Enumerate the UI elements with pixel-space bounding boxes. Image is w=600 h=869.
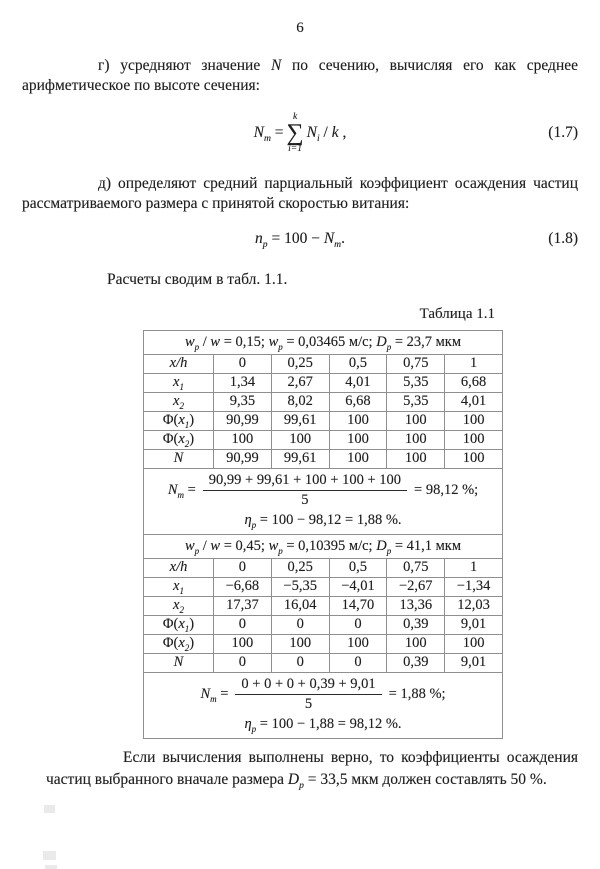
text-segment: N xyxy=(270,57,282,74)
table-formula xyxy=(144,673,502,738)
conclusion-paragraph xyxy=(46,747,578,791)
text-segment: N xyxy=(173,450,184,466)
text-segment: Если вычисления выполнены верно, то коэффициенты осаждения частиц выбранного вначале размера xyxy=(46,749,578,788)
table-cell: −5,35 xyxy=(272,578,330,596)
table-section xyxy=(144,331,502,535)
table-cell: −4,01 xyxy=(330,578,388,596)
table-cell: 100 xyxy=(462,412,485,428)
table-cell: −6,68 xyxy=(214,578,272,596)
text-segment: $D_p$ xyxy=(376,334,392,352)
table-cell: 13,36 xyxy=(387,597,445,615)
table-row xyxy=(144,355,502,374)
equation-number: (1.8) xyxy=(548,230,578,247)
subscript: i xyxy=(316,133,320,145)
text-segment: / xyxy=(199,538,211,554)
fraction-denominator: 5 xyxy=(301,492,309,508)
text-segment: = 100 − 98,12 = 1,88 %. xyxy=(256,512,402,528)
text-segment: $N_m$ xyxy=(323,230,342,251)
text-segment: / xyxy=(319,124,332,141)
subscript: 1 xyxy=(179,381,184,392)
table-row xyxy=(144,393,502,412)
table-row xyxy=(144,374,502,393)
table-cell: 0 xyxy=(214,654,272,672)
text-segment: $\eta_p$ xyxy=(244,716,257,734)
table-cell: 0 xyxy=(330,654,388,672)
table-cell: 100 xyxy=(387,635,445,653)
text-segment: ) xyxy=(189,616,195,632)
table-row xyxy=(144,450,502,469)
scan-artifact xyxy=(45,865,57,869)
text-segment: Расчеты сводим в табл. 1.1. xyxy=(107,271,288,288)
table-intro-sentence xyxy=(22,271,578,289)
text-segment: = 23,7 мкм xyxy=(391,334,462,350)
text-segment: $N_m$ xyxy=(200,686,217,704)
subscript: p xyxy=(278,341,283,352)
fraction-denominator: 5 xyxy=(304,696,313,712)
text-segment: ) xyxy=(189,412,195,428)
table-cell: 8,02 xyxy=(272,393,330,411)
table-cell: 100 xyxy=(462,635,485,651)
table-cell: 6,68 xyxy=(330,393,388,411)
table-cell: 100 xyxy=(462,431,485,447)
subscript: 2 xyxy=(179,604,184,615)
text-segment: $w_p$ xyxy=(184,538,200,556)
text-segment: $N_i$ xyxy=(306,124,320,145)
table-cell: 0 xyxy=(214,616,272,634)
subscript: 2 xyxy=(179,400,184,411)
table-cell: 12,03 xyxy=(457,597,490,613)
subscript: 2 xyxy=(184,438,190,449)
text-segment: N xyxy=(173,654,184,670)
fraction xyxy=(235,676,381,713)
subscript: m xyxy=(177,489,184,500)
text-segment: $x_1$ xyxy=(173,578,184,596)
text-segment: $x_1$ xyxy=(178,412,190,430)
summation-symbol xyxy=(287,112,304,154)
subscript: p xyxy=(299,780,304,792)
table-section-header xyxy=(144,331,502,355)
text-segment: $x_2$ xyxy=(178,431,190,449)
equation-rhs xyxy=(306,124,347,145)
table-cell: 0 xyxy=(272,654,330,672)
text-segment: по сечению, вычисляя его как среднее арифметическое по высоте сечения: xyxy=(22,57,579,94)
subscript: p xyxy=(262,239,268,251)
table-cell: 16,04 xyxy=(272,597,330,615)
table-cell: 100 xyxy=(330,450,388,468)
text-segment: / xyxy=(199,334,211,350)
table-row xyxy=(144,654,502,673)
table-cell: 1 xyxy=(469,355,478,371)
table-section-header xyxy=(144,535,502,559)
table-cell: 100 xyxy=(462,450,485,466)
subscript: 1 xyxy=(184,419,190,430)
row-label xyxy=(144,597,214,615)
table-cell: 100 xyxy=(214,431,272,449)
equation-1-7 xyxy=(22,105,578,161)
table-row xyxy=(144,431,502,450)
text-segment: k xyxy=(331,124,339,141)
table-cell: 1,34 xyxy=(214,374,272,392)
row-label xyxy=(144,412,214,430)
table-cell: 0,39 xyxy=(387,616,445,634)
table-caption: Таблица 1.1 xyxy=(419,306,495,322)
text-segment: г) усредняют значение xyxy=(98,57,271,74)
sum-lower-limit: i=1 xyxy=(288,144,302,154)
row-label xyxy=(144,654,214,672)
text-segment: $D_p$ xyxy=(287,771,304,792)
table-1-1 xyxy=(143,330,503,739)
table-cell: 100 xyxy=(330,412,388,430)
scan-artifact xyxy=(43,851,56,860)
table-row xyxy=(144,412,502,431)
subscript: m xyxy=(210,693,217,704)
paragraph-item-g xyxy=(22,56,578,96)
subscript: m xyxy=(263,133,271,145)
formula-line xyxy=(144,472,502,509)
text-segment: $w_p$ xyxy=(268,334,283,352)
text-segment: $x_2$ xyxy=(173,393,184,411)
text-segment: = 0,03465 м/с; xyxy=(282,334,377,350)
text-segment: = 0,15; xyxy=(220,334,269,350)
text-segment: $D_p$ xyxy=(376,538,392,556)
row-label xyxy=(144,393,214,411)
table-cell: 99,61 xyxy=(272,450,330,468)
table-cell: 0 xyxy=(214,559,272,577)
table-formula xyxy=(144,469,502,535)
table-cell: 5,35 xyxy=(387,374,445,392)
text-segment: = 100 − 1,88 = 98,12 %. xyxy=(256,716,402,732)
text-segment: = 41,1 мкм xyxy=(391,538,462,554)
table-cell: 100 xyxy=(272,635,330,653)
table-row xyxy=(144,597,502,616)
table-row xyxy=(144,635,502,654)
formula-line xyxy=(144,676,502,713)
text-segment: = 100 − xyxy=(267,230,324,247)
text-segment: Φ( xyxy=(162,635,179,651)
table-cell: 99,61 xyxy=(272,412,330,430)
text-segment: . xyxy=(341,230,345,247)
table-cell: 0,25 xyxy=(272,355,330,373)
text-segment: = xyxy=(183,482,196,498)
table-cell: 100 xyxy=(387,450,445,468)
row-label xyxy=(144,635,214,653)
table-cell: 100 xyxy=(330,431,388,449)
equation-1-8 xyxy=(22,227,578,251)
table-cell: 9,01 xyxy=(460,616,487,632)
table-cell: −2,67 xyxy=(387,578,445,596)
text-segment: $x_1$ xyxy=(173,374,184,392)
table-cell: 9,01 xyxy=(460,654,487,670)
fraction xyxy=(203,472,407,509)
table-cell: 2,67 xyxy=(272,374,330,392)
table-cell: 6,68 xyxy=(460,374,487,390)
text-segment: ) xyxy=(189,431,195,447)
row-label xyxy=(144,355,214,373)
text-segment: $n_p$ xyxy=(255,230,268,251)
table-cell: 100 xyxy=(272,431,330,449)
row-label xyxy=(144,374,214,392)
text-segment: , xyxy=(338,124,347,141)
row-label xyxy=(144,431,214,449)
text-segment: $\eta_p$ xyxy=(244,512,257,530)
text-segment: $x_1$ xyxy=(178,616,190,634)
text-segment: д) определяют средний парциальный коэффициент осаждения частиц рассматриваемого размера с принятой скоростью витания: xyxy=(22,175,578,212)
text-segment: = 0,10395 м/с; xyxy=(282,538,377,554)
text-segment: $x_2$ xyxy=(178,635,190,653)
text-segment: x/h xyxy=(169,355,188,371)
text-segment: $w_p$ xyxy=(268,538,283,556)
table-cell: 17,37 xyxy=(214,597,272,615)
table-cell: 0 xyxy=(330,616,388,634)
row-label xyxy=(144,578,214,596)
equation-number: (1.7) xyxy=(548,124,578,141)
text-segment: w xyxy=(210,538,221,554)
text-segment: $x_2$ xyxy=(173,597,184,615)
formula-lhs xyxy=(168,482,196,499)
text-segment: Φ( xyxy=(162,412,179,428)
subscript: 2 xyxy=(184,642,190,653)
text-segment: Φ( xyxy=(162,431,179,447)
table-section xyxy=(144,535,502,738)
subscript: 1 xyxy=(179,585,184,596)
subscript: p xyxy=(386,341,392,352)
table-cell: 0 xyxy=(272,616,330,634)
table-cell: 0 xyxy=(214,355,272,373)
text-segment: x/h xyxy=(169,559,188,575)
text-segment: = 33,5 мкм должен составлять 50 %. xyxy=(303,771,547,788)
table-cell: 0,5 xyxy=(330,355,388,373)
text-segment: = xyxy=(270,124,284,141)
table-cell: 0,25 xyxy=(272,559,330,577)
sigma-icon: ∑ xyxy=(286,120,304,146)
table-cell: 100 xyxy=(387,431,445,449)
table-cell: 1 xyxy=(469,559,478,575)
table-row xyxy=(144,616,502,635)
table-cell: −1,34 xyxy=(456,578,491,594)
subscript: p xyxy=(251,519,257,530)
table-cell: 14,70 xyxy=(330,597,388,615)
formula-eta-line xyxy=(144,510,502,530)
table-cell: 90,99 xyxy=(214,412,272,430)
table-cell: 9,35 xyxy=(214,393,272,411)
formula-eta-line xyxy=(144,714,502,734)
fraction-numerator: 90,99 + 99,61 + 100 + 100 + 100 xyxy=(203,472,407,491)
text-segment: ) xyxy=(189,635,195,651)
row-label xyxy=(144,559,214,577)
equation-body xyxy=(255,230,345,251)
table-cell: 0,75 xyxy=(387,355,445,373)
table-cell: 100 xyxy=(214,635,272,653)
table-cell: 100 xyxy=(387,412,445,430)
table-cell: 0,75 xyxy=(387,559,445,577)
table-cell: 100 xyxy=(330,635,388,653)
subscript: p xyxy=(386,545,392,556)
equation-lhs xyxy=(253,124,284,145)
text-segment: $N_m$ xyxy=(253,124,271,145)
subscript: p xyxy=(251,723,257,734)
table-row xyxy=(144,559,502,578)
table-cell: 0,5 xyxy=(330,559,388,577)
paragraph-item-d xyxy=(22,174,578,214)
table-row xyxy=(144,578,502,597)
subscript: 1 xyxy=(184,623,190,634)
subscript: p xyxy=(278,545,283,556)
table-cell: 4,01 xyxy=(460,393,487,409)
text-segment: = 0,45; xyxy=(220,538,269,554)
text-segment: $N_m$ xyxy=(167,482,184,500)
scan-artifact xyxy=(44,805,55,813)
formula-result: = 1,88 %; xyxy=(388,686,446,702)
text-segment: Φ( xyxy=(162,616,179,632)
table-cell: 5,35 xyxy=(387,393,445,411)
formula-lhs xyxy=(200,686,228,703)
subscript: p xyxy=(194,341,200,352)
sum-upper-limit: k xyxy=(292,112,298,122)
table-cell: 4,01 xyxy=(330,374,388,392)
row-label xyxy=(144,450,214,468)
table-cell: 90,99 xyxy=(214,450,272,468)
subscript: p xyxy=(194,545,200,556)
row-label xyxy=(144,616,214,634)
page-number: 6 xyxy=(296,20,304,36)
text-segment: w xyxy=(210,334,221,350)
text-segment: = xyxy=(216,686,229,702)
text-segment: $w_p$ xyxy=(184,334,200,352)
formula-result: = 98,12 %; xyxy=(414,482,479,498)
table-cell: 0,39 xyxy=(387,654,445,672)
subscript: m xyxy=(334,239,342,251)
fraction-numerator: 0 + 0 + 0 + 0,39 + 9,01 xyxy=(235,676,381,695)
